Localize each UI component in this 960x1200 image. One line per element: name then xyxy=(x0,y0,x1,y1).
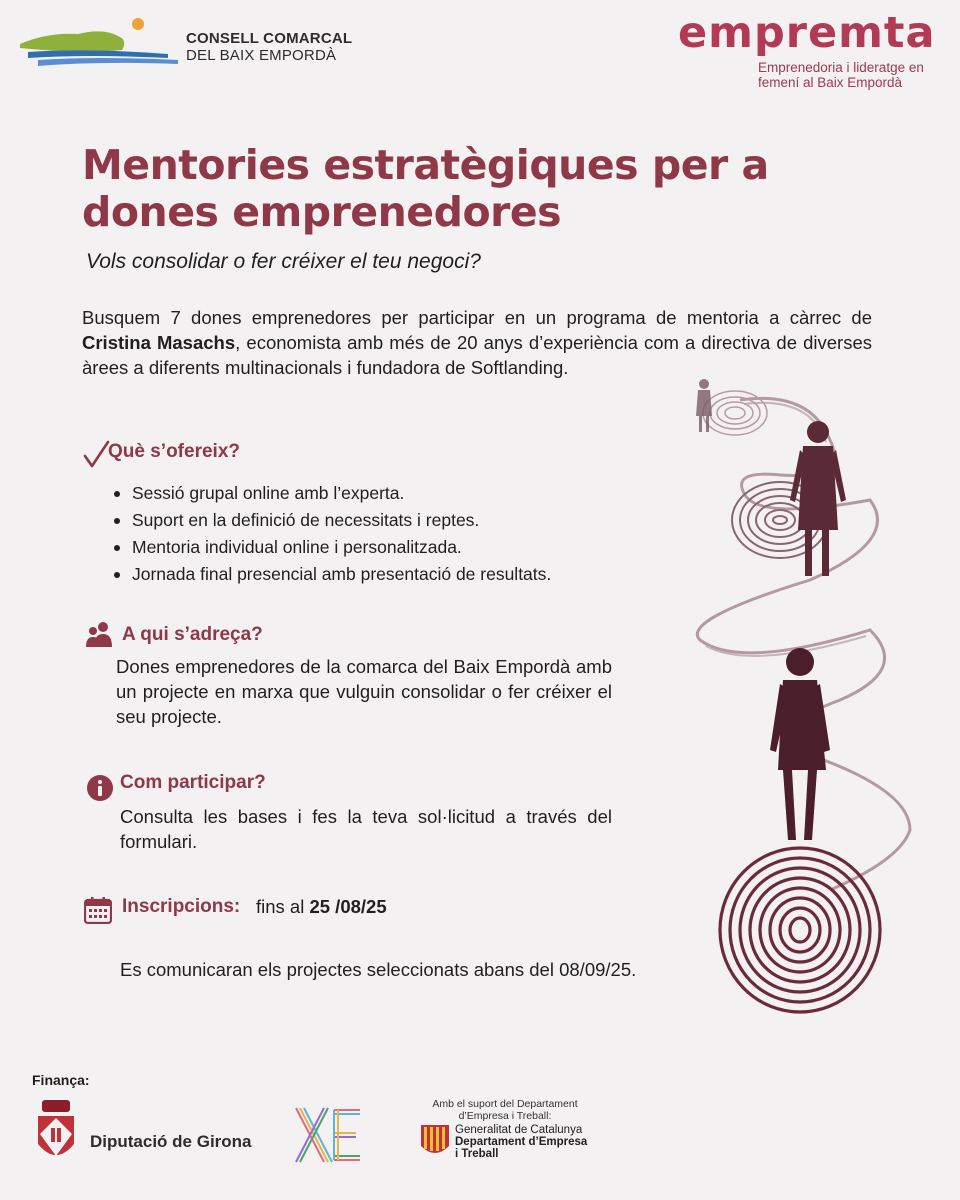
generalitat-department xyxy=(455,1124,587,1160)
consell-landscape-icon xyxy=(18,14,188,74)
list-item: Suport en la definició de necessitats i reptes. xyxy=(112,507,551,534)
funding-label: Finança: xyxy=(32,1072,90,1088)
people-icon xyxy=(86,620,114,648)
empremta-tagline-line1: Emprenedoria i lideratge en xyxy=(758,60,924,75)
intro-text-after: , economista amb més de 20 anys d’experiència com a directiva de diverses àrees a diferents multinacionals i fundadora de Softlanding. xyxy=(82,332,872,378)
selection-notice: Es comunicaran els projectes seleccionats abans del 08/09/25. xyxy=(120,959,637,980)
generalitat-emblem-icon xyxy=(420,1124,450,1158)
registration-deadline xyxy=(256,896,387,918)
page-subtitle: Vols consolidar o fer créixer el teu negoci? xyxy=(86,250,481,273)
audience-section-title: A qui s’adreça? xyxy=(122,624,263,645)
participate-description: Consulta les bases i fes la teva sol·licitud a través del formulari. xyxy=(120,806,612,852)
offer-list xyxy=(112,480,551,588)
consell-line2: DEL BAIX EMPORDÀ xyxy=(186,47,337,64)
participate-section-title: Com participar? xyxy=(120,772,266,793)
support-text: Amb el suport del Departament d’Empresa i Treball: xyxy=(432,1098,578,1122)
empremta-logo xyxy=(676,10,946,90)
diputacio-name: Diputació de Girona xyxy=(90,1132,252,1151)
xe-logo-icon xyxy=(294,1106,364,1164)
woman-silhouette-small xyxy=(696,379,712,432)
list-item: Mentoria individual online i personalitzada. xyxy=(112,534,551,561)
intro-text-before: Busquem 7 dones emprenedores per participar en un programa de mentoria a càrrec de xyxy=(82,307,872,328)
list-item: Jornada final presencial amb presentació de resultats. xyxy=(112,561,551,588)
registration-title: Inscripcions: xyxy=(122,896,241,917)
empremta-tagline xyxy=(676,60,946,90)
xe-logo xyxy=(294,1106,364,1164)
audience-description: Dones emprenedores de la comarca del Baix Empordà amb un projecte en marxa que vulguin consolidar o fer créixer el seu projecte. xyxy=(116,656,612,727)
page-title: Mentories estratègiques per a dones emprenedores xyxy=(82,141,769,236)
offer-section-title: Què s’ofereix? xyxy=(108,441,240,462)
gencat-line2: Departament d’Empresa xyxy=(455,1136,588,1148)
empremta-wordmark: empremta xyxy=(678,8,936,58)
diputacio-coat-of-arms-icon xyxy=(34,1100,78,1168)
deadline-prefix: fins al xyxy=(256,896,310,917)
gencat-line3: i Treball xyxy=(455,1148,499,1160)
intro-paragraph xyxy=(82,305,872,380)
woman-silhouette-large xyxy=(770,648,830,840)
gencat-line1: Generalitat de Catalunya xyxy=(455,1124,583,1136)
woman-silhouette-medium xyxy=(790,421,846,576)
fingerprint-icon xyxy=(703,391,767,435)
empremta-tagline-line2: femení al Baix Empordà xyxy=(758,75,903,90)
fingerprint-path-illustration xyxy=(640,370,960,1020)
calendar-icon xyxy=(84,896,112,924)
deadline-date: 25 /08/25 xyxy=(309,896,387,917)
info-icon xyxy=(86,774,114,802)
fingerprint-icon xyxy=(720,848,880,1012)
checkmark-icon xyxy=(82,439,110,469)
list-item: Sessió grupal online amb l’experta. xyxy=(112,480,551,507)
consell-comarcal-name xyxy=(186,30,352,64)
consell-line1: CONSELL COMARCAL xyxy=(186,30,353,47)
mentor-name: Cristina Masachs xyxy=(82,332,236,353)
